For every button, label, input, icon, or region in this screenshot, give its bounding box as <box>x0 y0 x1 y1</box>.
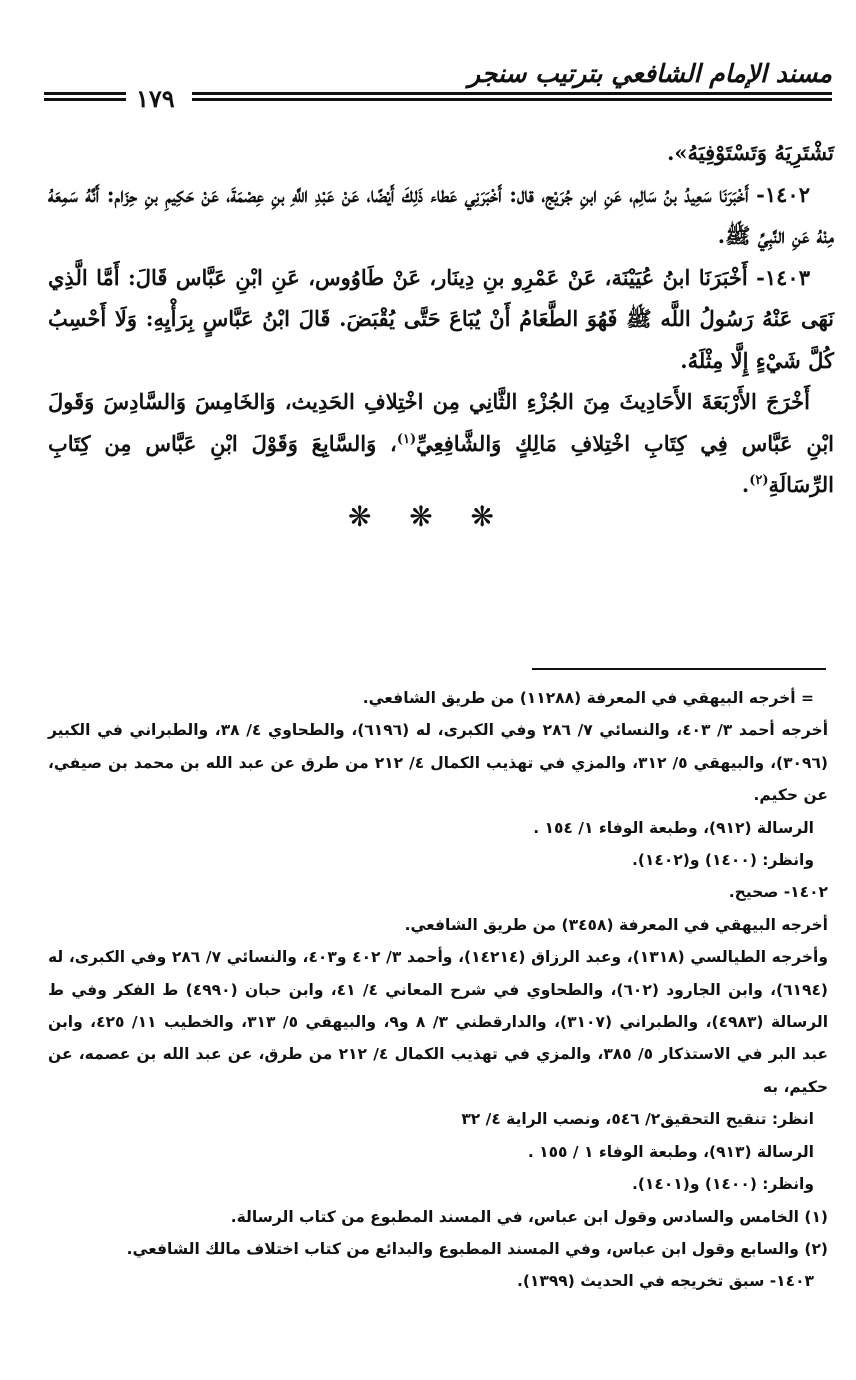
source-note-part-3: . <box>741 472 750 497</box>
footnote-line: الرسالة (٩١٢)، وطبعة الوفاء ١/ ١٥٤ . <box>533 818 814 837</box>
hadith-1403: ١٤٠٣- أَخْبَرَنَا ابنُ عُيَيْنَة، عَنْ عَمْرِو بنِ دِينَار، عَنْ طَاوُوس، عَنِ ابْنِ عَبَّاس قَالَ: أَمَّا الَّذِي نَهَى عَنْهُ رَسُولُ اللَّه ﷺ فَهُوَ الطَّعَامُ أَنْ يُبَاعَ حَتَّى يُقْبَضَ. قَالَ ابْنُ عَبَّاسٍ بِرَأْيِهِ: وَلَا أَحْسِبُ كُلَّ شَيْءٍ إِلَّا مِثْلَهُ. <box>48 264 834 373</box>
footnote-line: أخرجه أحمد ٣/ ٤٠٣، والنسائي ٧/ ٢٨٦ وفي الكبرى، له (٦١٩٦)، والطحاوي ٤/ ٣٨، والطبراني في الكبير (٣٠٩٦)، والبيهقي ٥/ ٣١٢، والمزي في تهذيب الكمال ٤/ ٢١٢ من طرق عن عبد الله بن محمد بن صيفي، عن حكيم. <box>48 721 829 805</box>
footnote-line: وأخرجه الطيالسي (١٣١٨)، وعبد الرزاق (١٤٢١٤)، وأحمد ٣/ ٤٠٢ و٤٠٣، والنسائي ٧/ ٢٨٦ وفي الكبرى، له (٦١٩٤)، وابن الجارود (٦٠٢)، والطحاوي في شرح المعاني ٤/ ٤١، وابن حبان (٤٩٩٠) ط الفكر وفي ط الرسالة (٤٩٨٣)، والطبراني (٣١٠٧)، والدارقطني ٣/ ٨ و٩، والبيهقي ٥/ ٣١٣، والخطيب ١١/ ٤٢٥، وابن عبد البر في الاستذكار ٥/ ٣٨٥، والمزي في تهذيب الكمال ٤/ ٢١٢ من طرق، عن عبد الله بن عصمه، عن حكيم، به <box>48 948 829 1096</box>
footnotes <box>48 682 828 1298</box>
main-text <box>48 132 834 506</box>
footnote-line: انظر: تنقيح التحقيق٢/ ٥٤٦، ونصب الراية ٤/ ٣٢ <box>461 1110 814 1129</box>
footnote-1: (١) الخامس والسادس وقول ابن عباس، في المسند المطبوع من كتاب الرسالة. <box>230 1207 828 1226</box>
header-rule-short-bottom <box>44 98 126 101</box>
page-number: ١٧٩ <box>136 84 175 113</box>
footnote-line: وانظر: (١٤٠٠) و(١٤٠١). <box>631 1175 814 1194</box>
footnote-ref-1: (١) <box>396 431 417 447</box>
source-note-part-1: أَخْرَجَ الأَرْبَعَةَ الأَحَادِيثَ مِنَ الجُزْءِ الثَّانِي مِن اخْتِلافِ الحَدِيث، وَالخَامِسَ وَالسَّادِسَ وَقَولَ ابْنِ عَبَّاس فِي كِتَابِ اخْتِلافِ مَالِكٍ وَالشَّافِعِيِّ <box>48 389 834 456</box>
footnote-line: الرسالة (٩١٣)، وطبعة الوفاء ١ / ١٥٥ . <box>527 1142 814 1161</box>
header-rule-short-top <box>44 92 126 95</box>
paragraph-continuation: تَشْتَرِيَهُ وَتَسْتَوْفِيَهُ». <box>667 140 834 165</box>
footnote-ref-2: (٢) <box>749 473 769 488</box>
section-separator: ❋ ❋ ❋ <box>348 500 508 533</box>
footnote-line: أخرجه البيهقي في المعرفة (٣٤٥٨) من طريق الشافعي. <box>404 915 828 934</box>
source-note-part-2: ، وَالسَّابِعَ وَقَوْلَ ابْنِ عَبَّاس مِن كِتَابِ الرِّسَالَةِ <box>48 430 834 497</box>
footnote-line: = أخرجه البيهقي في المعرفة (١١٢٨٨) من طريق الشافعي. <box>362 689 814 707</box>
footnote-rule <box>532 668 826 670</box>
source-note-paragraph <box>48 381 834 506</box>
running-title: مسند الإمام الشافعي بترتيب سنجر <box>468 59 832 88</box>
header-rule-long-top <box>192 92 832 95</box>
header-rule-long-bottom <box>192 98 832 101</box>
footnote-heading: ١٤٠٣- سبق تخريجه في الحديث (١٣٩٩). <box>516 1272 814 1291</box>
footnote-heading: ١٤٠٢- صحيح. <box>728 883 828 902</box>
hadith-1402: ١٤٠٢- أَخْبَرَنَا سَعِيدُ بنُ سَالِم، عَنِ ابنِ جُرَيْج، قال: أَخْبَرَنِي عَطاء ذَلِكَ أَيْضًا، عَنْ عَبْدِ اللَّهِ بنِ عِصْمَةَ، عَنْ حَكِيمِ بنِ حِزَام: أَنَّهُ سَمِعَهُ مِنْهُ عَنِ النَّبِيِّ ﷺ. <box>48 181 834 248</box>
footnote-line: وانظر: (١٤٠٠) و(١٤٠٢). <box>631 851 814 870</box>
page-header <box>44 56 832 112</box>
footnote-2: (٢) والسابع وقول ابن عباس، وفي المسند المطبوع والبدائع من كتاب اختلاف مالك الشافعي. <box>126 1239 828 1258</box>
